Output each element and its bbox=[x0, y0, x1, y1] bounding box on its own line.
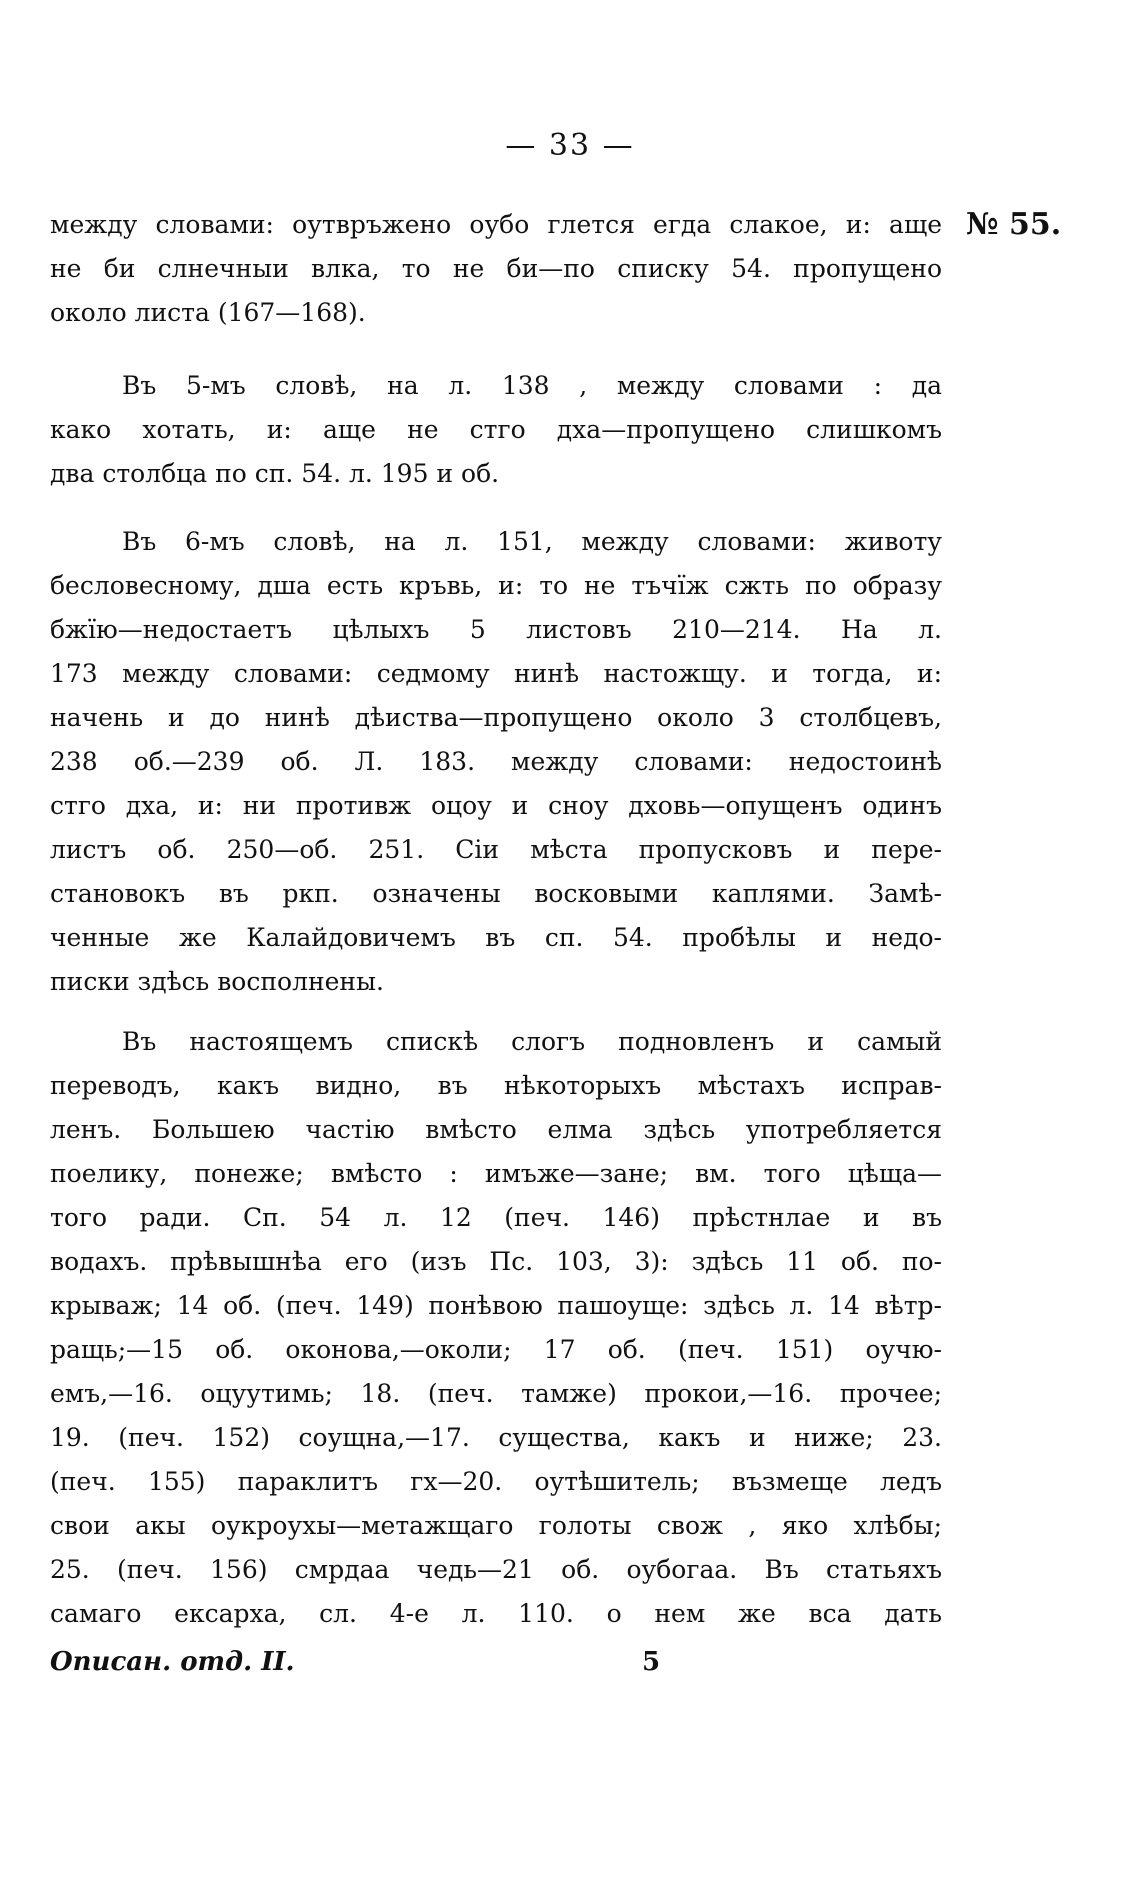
text-line: свои акы оукроухы—метажщаго голоты свож , яко хлѣбы; bbox=[50, 1511, 942, 1540]
text-line: начень и до нинѣ дѣиства—пропущено около 3 столбцевъ, bbox=[50, 703, 942, 732]
text-line: 238 об.—239 об. Л. 183. между словами: недостоинѣ bbox=[50, 747, 942, 776]
text-line: емъ,—16. оцуутимь; 18. (печ. тамже) прокои,—16. прочее; bbox=[50, 1379, 942, 1408]
signature-mark: Описан. отд. II. bbox=[50, 1647, 295, 1677]
text-line: писки здѣсь восполнены. bbox=[50, 967, 384, 996]
text-line: крываж; 14 об. (печ. 149) понѣвою пашоуще: здѣсь л. 14 вѣтр- bbox=[50, 1291, 942, 1320]
text-line: самаго ексарха, сл. 4-е л. 110. о нем же вса дать bbox=[50, 1599, 942, 1628]
text-line: бесловесному, дша есть кръвь, и: то не тъчїж сжть по образу bbox=[50, 571, 942, 600]
text-line: ченные же Калайдовичемъ въ сп. 54. пробѣлы и недо- bbox=[50, 923, 942, 952]
text-line: того ради. Сп. 54 л. 12 (печ. 146) прѣстнлае и въ bbox=[50, 1203, 942, 1232]
text-line: ращь;—15 об. оконова,—околи; 17 об. (печ. 151) оучю- bbox=[50, 1335, 942, 1364]
text-line: переводъ, какъ видно, въ нѣкоторыхъ мѣстахъ исправ- bbox=[50, 1071, 942, 1100]
text-line: Въ 6-мъ словѣ, на л. 151, между словами: животу bbox=[122, 527, 942, 556]
text-line: поелику, понеже; вмѣсто : имъже—зане; вм. того цѣща— bbox=[50, 1159, 942, 1188]
page-number-header: — 33 — bbox=[505, 128, 635, 163]
text-line: бжїю—недостаетъ цѣлыхъ 5 листовъ 210—214. На л. bbox=[50, 615, 942, 644]
text-line: не би слнечныи влка, то не би—по списку 54. пропущено bbox=[50, 254, 942, 283]
paragraph-4 bbox=[50, 1020, 942, 1636]
text-line: 173 между словами: седмому нинѣ настожщу. и тогда, и: bbox=[50, 659, 942, 688]
text-line: Въ настоящемъ спискѣ слогъ подновленъ и самый bbox=[122, 1027, 942, 1056]
text-line: два столбца по сп. 54. л. 195 и об. bbox=[50, 459, 500, 488]
text-line: становокъ въ ркп. означены восковыми каплями. Замѣ- bbox=[50, 879, 942, 908]
page-footer bbox=[50, 1640, 942, 1684]
text-line: како хотать, и: аще не стго дха—пропущено слишкомъ bbox=[50, 415, 942, 444]
text-line: стго дха, и: ни противж оцоу и снoу дховь—опущенъ одинъ bbox=[50, 791, 942, 820]
text-line: (печ. 155) параклитъ гх—20. оутѣшитель; възмеще ледъ bbox=[50, 1467, 942, 1496]
sheet-number: 5 bbox=[642, 1647, 661, 1677]
text-line: водахъ. прѣвышнѣа его (изъ Пс. 103, 3): здѣсь 11 об. по- bbox=[50, 1247, 942, 1276]
text-line: Въ 5-мъ словѣ, на л. 138 , между словами : да bbox=[122, 371, 942, 400]
margin-note: № 55. bbox=[966, 207, 1062, 242]
text-line: ленъ. Большею частiю вмѣсто елма здѣсь употребляется bbox=[50, 1115, 942, 1144]
text-line: листъ об. 250—об. 251. Сiи мѣста пропусковъ и пере- bbox=[50, 835, 942, 864]
text-line: 25. (печ. 156) смрдаа чедь—21 об. оубогаа. Въ статьяхъ bbox=[50, 1555, 942, 1584]
paragraph-3 bbox=[50, 520, 942, 1004]
text-line: между словами: оутвръжено оубо глется егда слакое, и: аще bbox=[50, 210, 942, 239]
text-line: около листа (167—168). bbox=[50, 298, 366, 327]
paragraph-2 bbox=[50, 364, 942, 496]
paragraph-1 bbox=[50, 203, 942, 335]
text-line: 19. (печ. 152) соущна,—17. существа, какъ и ниже; 23. bbox=[50, 1423, 942, 1452]
